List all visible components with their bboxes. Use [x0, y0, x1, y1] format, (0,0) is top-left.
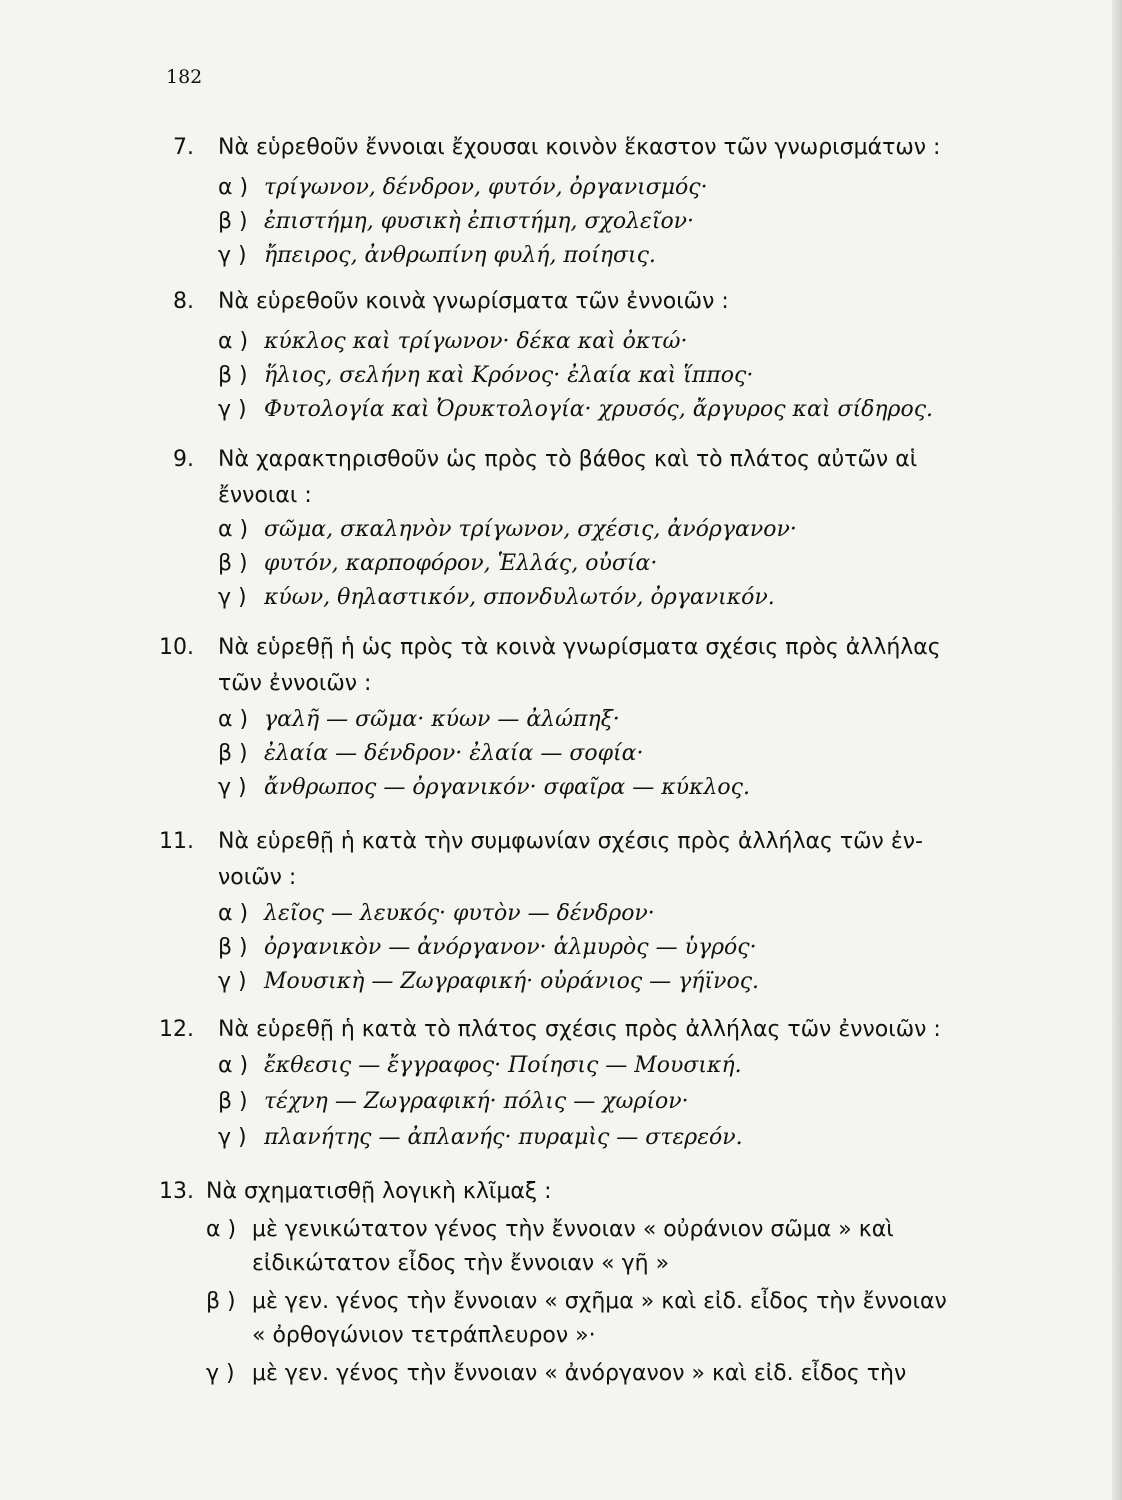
item-text: τρίγωνον, δένδρον, φυτόν, ὀργανισμός·	[264, 175, 708, 200]
list-item	[218, 1124, 743, 1152]
list-item	[218, 208, 694, 236]
item-text: ἥλιος, σελήνη καὶ Κρόνος· ἐλαία καὶ ἵππος·	[264, 363, 754, 388]
exercise-prompt: Νὰ εὑρεθῇ ἡ κατὰ τὸ πλάτος σχέσις πρὸς ἀλλήλας τῶν ἐννοιῶν :	[218, 1017, 941, 1042]
list-item	[218, 174, 708, 202]
item-text: Φυτολογία καὶ Ὀρυκτολογία· χρυσός, ἄργυρος καὶ σίδηρος.	[264, 397, 934, 422]
exercise-prompt: Νὰ εὑρεθοῦν ἔννοιαι ἔχουσαι κοινὸν ἕκαστον τῶν γνωρισμάτων :	[218, 135, 941, 160]
list-item	[218, 1052, 742, 1080]
item-marker: α )	[218, 707, 249, 732]
list-item	[218, 934, 757, 962]
exercise-prompt: Νὰ χαρακτηρισθοῦν ὡς πρὸς τὸ βάθος καὶ τὸ πλάτος αὐτῶν αἱ	[218, 447, 918, 472]
list-item	[218, 550, 657, 578]
item-marker: β )	[218, 1089, 248, 1114]
list-item	[218, 968, 759, 996]
item-text: γαλῆ — σῶμα· κύων — ἀλώπηξ·	[264, 707, 620, 732]
exercise-prompt: Νὰ εὑρεθῇ ἡ ὡς πρὸς τὰ κοινὰ γνωρίσματα σχέσις πρὸς ἀλλήλας	[218, 635, 941, 660]
exercise-number: 11.	[159, 829, 194, 854]
list-item	[218, 706, 620, 734]
exercise-number: 8.	[173, 289, 194, 314]
exercise-prompt: Νὰ εὑρεθῇ ἡ κατὰ τὴν συμφωνίαν σχέσις πρὸς ἀλλήλας τῶν ἐν-	[218, 829, 923, 854]
item-marker: α )	[218, 517, 249, 542]
item-text: πλανήτης — ἀπλανής· πυραμὶς — στερεόν.	[264, 1125, 743, 1150]
item-marker: β )	[218, 935, 248, 960]
exercise-number: 13.	[159, 1179, 194, 1204]
item-text: τέχνη — Ζωγραφική· πόλις — χωρίον·	[264, 1089, 689, 1114]
item-text-continuation: « ὀρθογώνιον τετράπλευρον »·	[252, 1323, 596, 1348]
list-item	[218, 1088, 689, 1116]
item-text: φυτόν, καρποφόρον, Ἑλλάς, οὐσία·	[264, 551, 658, 576]
item-marker: β )	[218, 551, 248, 576]
list-item	[206, 1288, 947, 1316]
exercise-number: 12.	[159, 1017, 194, 1042]
list-item	[218, 396, 933, 424]
item-text: ἤπειρος, ἀνθρωπίνη φυλή, ποίησις.	[264, 243, 656, 268]
item-marker: γ )	[218, 775, 247, 800]
page-edge-shadow	[1112, 0, 1122, 1500]
list-item	[218, 516, 797, 544]
exercise-prompt: Νὰ εὑρεθοῦν κοινὰ γνωρίσματα τῶν ἐννοιῶν :	[218, 289, 729, 314]
item-text: ἔκθεσις — ἔγγραφος· Ποίησις — Μουσική.	[264, 1053, 742, 1078]
list-item	[218, 328, 687, 356]
item-text: μὲ γεν. γένος τὴν ἔννοιαν « σχῆμα » καὶ εἰδ. εἶδος τὴν ἔννοιαν	[252, 1289, 947, 1314]
list-item	[218, 584, 775, 612]
item-marker: γ )	[218, 585, 247, 610]
item-marker: γ )	[218, 969, 247, 994]
list-item	[218, 774, 750, 802]
item-marker: α )	[218, 175, 249, 200]
exercise-prompt-continuation: ἔννοιαι :	[218, 483, 312, 508]
item-text: μὲ γεν. γένος τὴν ἔννοιαν « ἀνόργανον » καὶ εἰδ. εἶδος τὴν	[252, 1361, 907, 1386]
list-item	[218, 900, 655, 928]
list-item	[218, 740, 644, 768]
list-item	[218, 242, 656, 270]
item-marker: γ )	[218, 397, 247, 422]
item-text: μὲ γενικώτατον γένος τὴν ἔννοιαν « οὐράνιον σῶμα » καὶ	[252, 1217, 894, 1242]
item-text: κύων, θηλαστικόν, σπονδυλωτόν, ὀργανικόν.	[264, 585, 775, 610]
item-text: ὀργανικὸν — ἀνόργανον· ἁλμυρὸς — ὑγρός·	[264, 935, 757, 960]
item-marker: α )	[206, 1217, 237, 1242]
item-marker: α )	[218, 1053, 249, 1078]
item-marker: β )	[206, 1289, 236, 1314]
item-marker: γ )	[218, 1125, 247, 1150]
list-item	[206, 1360, 906, 1388]
exercise-number: 10.	[159, 635, 194, 660]
item-marker: α )	[218, 329, 249, 354]
item-text: σῶμα, σκαληνὸν τρίγωνον, σχέσις, ἀνόργανον·	[264, 517, 797, 542]
page-number: 182	[166, 66, 203, 88]
exercise-number: 9.	[173, 447, 194, 472]
item-marker: γ )	[218, 243, 247, 268]
item-text: Μουσικὴ — Ζωγραφική· οὐράνιος — γήϊνος.	[264, 969, 760, 994]
list-item	[206, 1216, 894, 1244]
item-text-continuation: εἰδικώτατον εἶδος τὴν ἔννοιαν « γῆ »	[252, 1251, 670, 1276]
item-marker: α )	[218, 901, 249, 926]
item-marker: β )	[218, 209, 248, 234]
item-marker: β )	[218, 363, 248, 388]
exercise-prompt-continuation: τῶν ἐννοιῶν :	[218, 671, 372, 696]
list-item	[218, 362, 753, 390]
item-text: ἄνθρωπος — ὀργανικόν· σφαῖρα — κύκλος.	[264, 775, 750, 800]
exercise-prompt: Νὰ σχηματισθῇ λογικὴ κλῖμαξ :	[206, 1179, 552, 1204]
exercise-prompt-continuation: νοιῶν :	[218, 865, 297, 890]
item-text: ἐπιστήμη, φυσικὴ ἐπιστήμη, σχολεῖον·	[264, 209, 695, 234]
item-marker: β )	[218, 741, 248, 766]
exercise-number: 7.	[173, 135, 194, 160]
item-text: κύκλος καὶ τρίγωνον· δέκα καὶ ὀκτώ·	[264, 329, 688, 354]
item-text: ἐλαία — δένδρον· ἐλαία — σοφία·	[264, 741, 644, 766]
item-marker: γ )	[206, 1361, 235, 1386]
item-text: λεῖος — λευκός· φυτὸν — δένδρον·	[264, 901, 655, 926]
